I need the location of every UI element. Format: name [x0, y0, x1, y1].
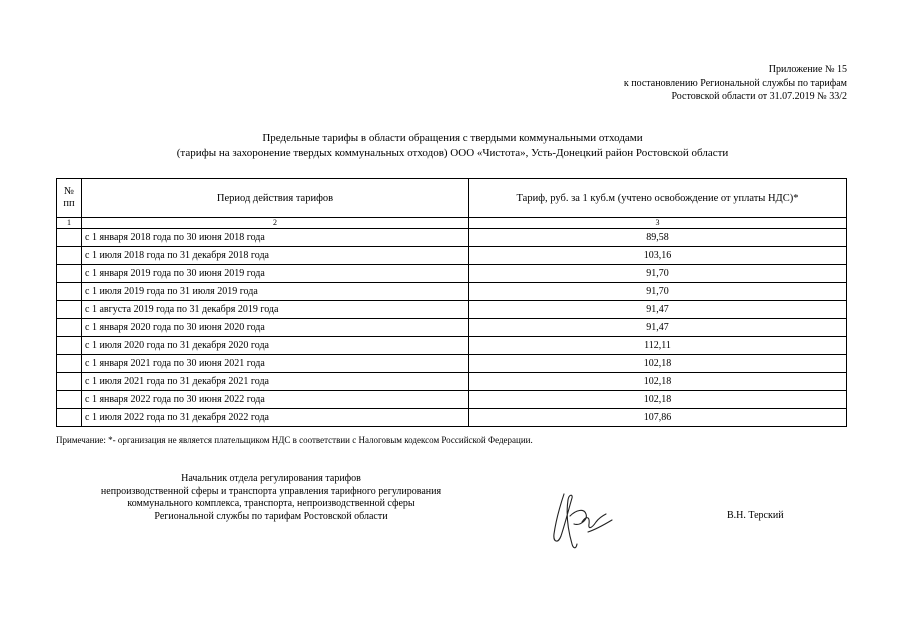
signatory-line-1: Начальник отдела регулирования тарифов — [181, 473, 361, 484]
row-number-cell — [57, 337, 82, 355]
signatory-position — [36, 473, 506, 523]
row-number-cell — [57, 229, 82, 247]
period-cell: с 1 января 2018 года по 30 июня 2018 года — [82, 229, 469, 247]
tariff-value-cell: 102,18 — [469, 391, 847, 409]
period-cell: с 1 января 2021 года по 30 июня 2021 года — [82, 355, 469, 373]
table-row — [57, 391, 847, 409]
period-cell: с 1 января 2020 года по 30 июня 2020 года — [82, 319, 469, 337]
header-number-pp: пп — [63, 198, 75, 209]
header-number-sign: № — [63, 186, 75, 197]
period-cell: с 1 июля 2022 года по 31 декабря 2022 года — [82, 409, 469, 427]
signatory-line-3: коммунального комплекса, транспорта, непроизводственной сферы — [127, 498, 415, 509]
signatory-line-2: непроизводственной сферы и транспорта управления тарифного регулирования — [100, 485, 442, 497]
row-number-cell — [57, 319, 82, 337]
document-title — [0, 131, 905, 161]
column-index: 1 — [57, 218, 82, 229]
table-header-row — [57, 179, 847, 218]
handwritten-signature-icon — [542, 486, 622, 556]
table-row — [57, 229, 847, 247]
table-row — [57, 283, 847, 301]
table-row — [57, 337, 847, 355]
column-index-row — [57, 218, 847, 229]
tariff-value-cell: 89,58 — [469, 229, 847, 247]
signatory-line-4: Региональной службы по тарифам Ростовской области — [154, 510, 388, 522]
tariff-value-cell: 91,70 — [469, 265, 847, 283]
tariff-value-cell: 102,18 — [469, 355, 847, 373]
column-index: 3 — [469, 218, 847, 229]
period-cell: с 1 января 2022 года по 30 июня 2022 года — [82, 391, 469, 409]
period-cell: с 1 июля 2021 года по 31 декабря 2021 года — [82, 373, 469, 391]
row-number-cell — [57, 265, 82, 283]
table-row — [57, 319, 847, 337]
period-cell: с 1 июля 2020 года по 31 декабря 2020 года — [82, 337, 469, 355]
table-body — [57, 218, 847, 427]
tariff-value-cell: 91,47 — [469, 319, 847, 337]
table-row — [57, 265, 847, 283]
header-number — [57, 179, 82, 218]
appendix-number: Приложение № 15 — [768, 64, 847, 75]
tariff-table — [56, 178, 847, 427]
column-index: 2 — [82, 218, 469, 229]
row-number-cell — [57, 247, 82, 265]
tariff-value-cell: 103,16 — [469, 247, 847, 265]
appendix-resolution: к постановлению Региональной службы по тарифам — [623, 77, 847, 89]
row-number-cell — [57, 409, 82, 427]
table-row — [57, 355, 847, 373]
table-row — [57, 373, 847, 391]
signer-name: В.Н. Терский — [727, 510, 784, 521]
period-cell: с 1 августа 2019 года по 31 декабря 2019 года — [82, 301, 469, 319]
table-row — [57, 301, 847, 319]
footnote: Примечание: *- организация не является плательщиком НДС в соответствии с Налоговым кодексом Российской Федерации. — [56, 435, 533, 445]
appendix-date: Ростовской области от 31.07.2019 № 33/2 — [671, 91, 847, 102]
row-number-cell — [57, 301, 82, 319]
appendix-header — [624, 63, 847, 104]
row-number-cell — [57, 373, 82, 391]
tariff-value-cell: 102,18 — [469, 373, 847, 391]
period-cell: с 1 января 2019 года по 30 июня 2019 года — [82, 265, 469, 283]
title-line-1: Предельные тарифы в области обращения с твердыми коммунальными отходами — [262, 132, 643, 144]
row-number-cell — [57, 391, 82, 409]
title-line-2: (тарифы на захоронение твердых коммунальных отходов) ООО «Чистота», Усть-Донецкий район Ростовской области — [176, 147, 729, 159]
tariff-value-cell: 91,47 — [469, 301, 847, 319]
tariff-value-cell: 91,70 — [469, 283, 847, 301]
period-cell: с 1 июля 2018 года по 31 декабря 2018 года — [82, 247, 469, 265]
row-number-cell — [57, 355, 82, 373]
header-tariff: Тариф, руб. за 1 куб.м (учтено освобождение от уплаты НДС)* — [469, 179, 847, 218]
row-number-cell — [57, 283, 82, 301]
table-row — [57, 409, 847, 427]
table-row — [57, 247, 847, 265]
header-period: Период действия тарифов — [82, 179, 469, 218]
tariff-value-cell: 107,86 — [469, 409, 847, 427]
tariff-value-cell: 112,11 — [469, 337, 847, 355]
period-cell: с 1 июля 2019 года по 31 июля 2019 года — [82, 283, 469, 301]
